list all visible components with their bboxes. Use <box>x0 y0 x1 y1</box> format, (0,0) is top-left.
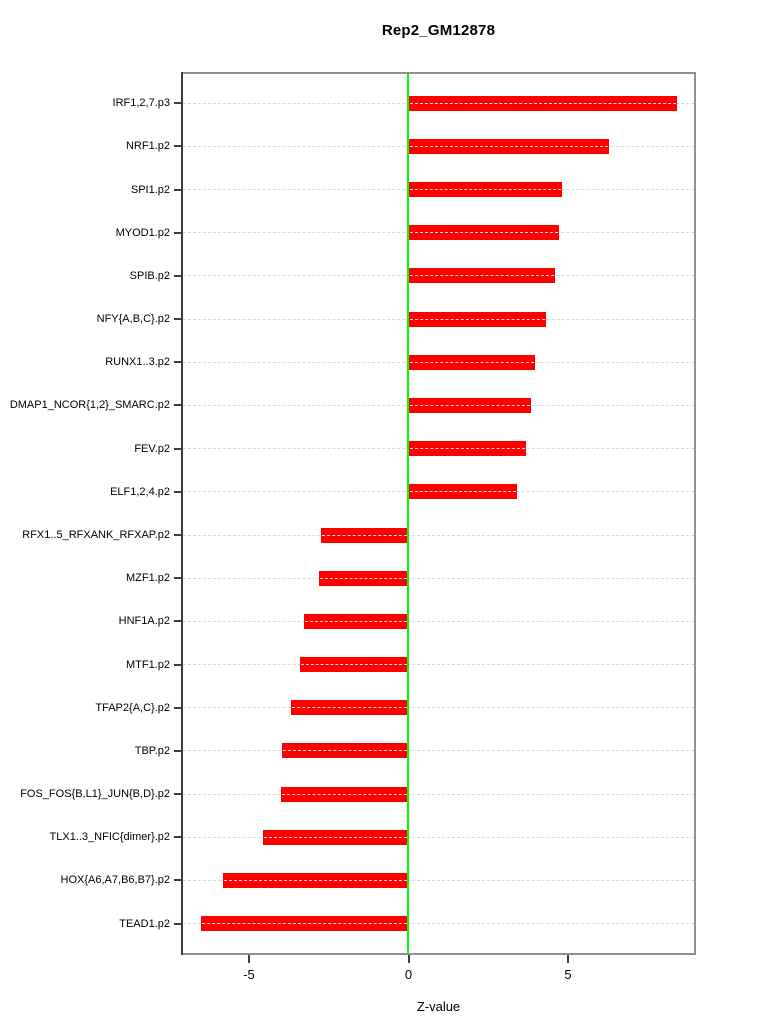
bar-gridline-overlay <box>282 794 407 795</box>
bar-gridline-overlay <box>410 232 559 233</box>
bar <box>409 225 560 240</box>
y-axis-label: RFX1..5_RFXANK_RFXAP.p2 <box>22 529 170 541</box>
bar <box>291 700 409 715</box>
y-axis-label: MYOD1.p2 <box>115 226 170 239</box>
x-axis-tick <box>567 955 569 963</box>
bar-gridline-overlay <box>320 578 407 579</box>
y-axis-label: FOS_FOS{B,L1}_JUN{B,D}.p2 <box>20 788 170 801</box>
y-axis-label: HNF1A.p2 <box>118 615 170 628</box>
bar-gridline-overlay <box>410 146 609 147</box>
bar <box>409 441 527 456</box>
bar <box>201 916 408 931</box>
x-tick-label: 0 <box>404 967 413 982</box>
y-axis-label: MTF1.p2 <box>125 658 170 671</box>
y-axis-label: IRF1,2,7.p3 <box>112 97 170 110</box>
bar <box>319 571 408 586</box>
y-axis-label: ELF1,2,4.p2 <box>110 485 170 498</box>
bar-gridline-overlay <box>410 362 535 363</box>
bar <box>409 96 678 111</box>
chart-title: Rep2_GM12878 <box>381 22 496 39</box>
bar-gridline-overlay <box>410 319 546 320</box>
row-gridline <box>183 664 694 665</box>
bar <box>321 528 408 543</box>
bar-gridline-overlay <box>410 275 555 276</box>
row-gridline <box>183 794 694 795</box>
bar-gridline-overlay <box>264 837 408 838</box>
y-axis-label: SPIB.p2 <box>129 269 170 282</box>
bar <box>409 398 531 413</box>
y-axis-label: NFY{A,B,C}.p2 <box>96 313 170 326</box>
y-axis-label: MZF1.p2 <box>125 572 170 585</box>
row-gridline <box>183 578 694 579</box>
bar <box>409 355 536 370</box>
bar <box>409 268 556 283</box>
x-tick-label: 5 <box>564 967 572 982</box>
bar-gridline-overlay <box>301 664 408 665</box>
zero-line <box>407 73 409 954</box>
x-axis-tick <box>248 955 250 963</box>
y-axis-label: RUNX1..3.p2 <box>105 356 170 369</box>
bar-gridline-overlay <box>410 448 526 449</box>
y-axis-label: HOX{A6,A7,B6,B7}.p2 <box>60 874 170 887</box>
y-axis-label: FEV.p2 <box>134 442 170 455</box>
y-axis-label: TLX1..3_NFIC{dimer}.p2 <box>49 831 170 844</box>
y-axis-label: TFAP2{A,C}.p2 <box>95 701 170 714</box>
bar-gridline-overlay <box>283 750 407 751</box>
row-gridline <box>183 837 694 838</box>
row-gridline <box>183 750 694 751</box>
x-axis-title: Z-value <box>416 999 461 1014</box>
y-axis-label: SPI1.p2 <box>130 183 170 196</box>
bar-gridline-overlay <box>305 621 408 622</box>
bar-gridline-overlay <box>410 103 677 104</box>
bar <box>409 139 610 154</box>
bar <box>281 787 408 802</box>
bar <box>300 657 409 672</box>
bar <box>304 614 409 629</box>
x-tick-label: -5 <box>243 967 255 982</box>
bar-gridline-overlay <box>202 923 407 924</box>
bar-gridline-overlay <box>292 707 408 708</box>
row-gridline <box>183 535 694 536</box>
bar <box>409 312 547 327</box>
y-axis-label: TBP.p2 <box>134 744 170 757</box>
bar <box>263 830 409 845</box>
y-axis-line <box>181 72 183 955</box>
y-axis-label: TEAD1.p2 <box>119 917 170 930</box>
row-gridline <box>183 621 694 622</box>
bar <box>223 873 409 888</box>
row-gridline <box>183 707 694 708</box>
bar-gridline-overlay <box>410 491 516 492</box>
bar <box>409 182 562 197</box>
y-axis-label: DMAP1_NCOR{1,2}_SMARC.p2 <box>9 399 170 412</box>
bar-gridline-overlay <box>224 880 408 881</box>
bar <box>282 743 408 758</box>
bar-gridline-overlay <box>410 189 561 190</box>
bar <box>409 484 517 499</box>
plot-frame <box>181 72 696 955</box>
bar-gridline-overlay <box>410 405 530 406</box>
bar-gridline-overlay <box>322 535 407 536</box>
x-axis-tick <box>408 955 410 963</box>
y-axis-label: NRF1.p2 <box>125 140 170 153</box>
